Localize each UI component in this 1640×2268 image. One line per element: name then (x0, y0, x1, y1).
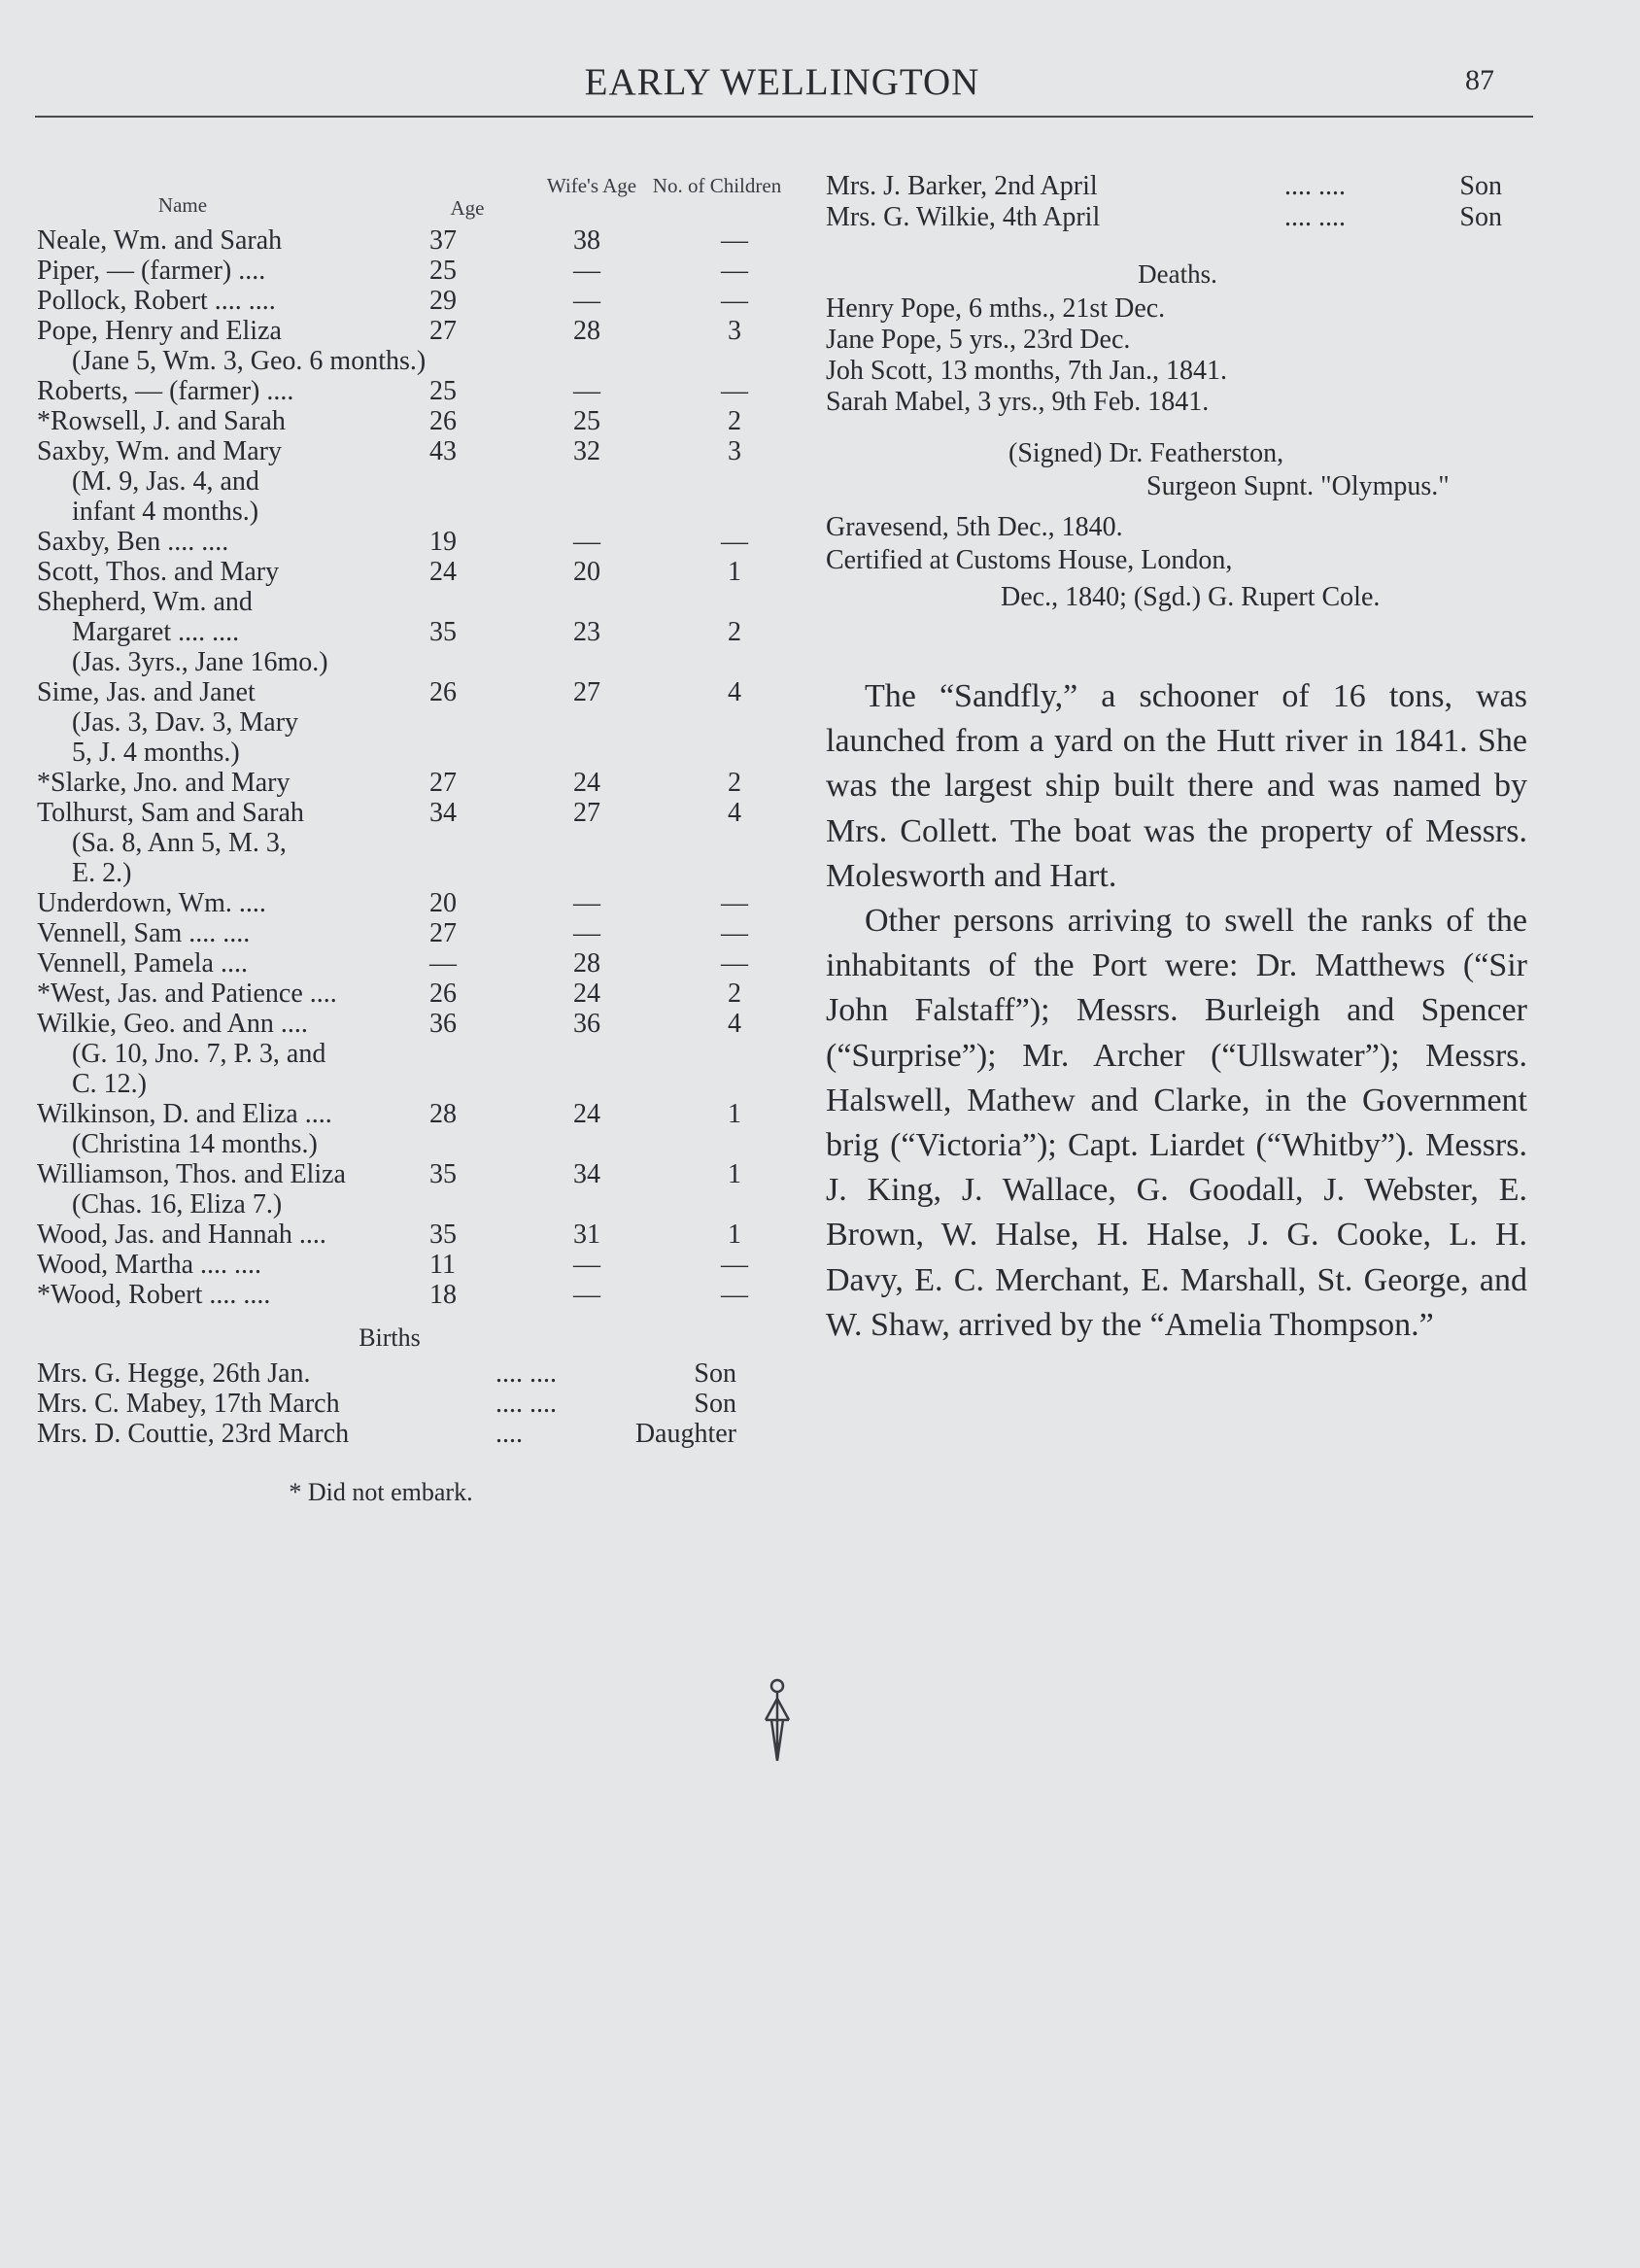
table-header (35, 171, 793, 225)
col-wifes-age-header: Wife's Age (546, 174, 637, 197)
table-row (35, 979, 793, 1009)
passenger-name: Underdown, Wm. .... (37, 888, 266, 918)
table-row (35, 1250, 793, 1280)
passenger-name: *Wood, Robert .... .... (37, 1280, 271, 1310)
signature-place: Gravesend, 5th Dec., 1840. (826, 512, 1123, 542)
header-rule (35, 116, 1533, 118)
col-children-header: No. of Children (652, 174, 782, 197)
wife-age: 36 (573, 1009, 600, 1039)
page-title: EARLY WELLINGTON (584, 61, 980, 103)
table-row (35, 286, 793, 316)
passenger-age: 25 (429, 376, 457, 406)
wife-age: 28 (573, 948, 600, 979)
wife-age: 31 (573, 1220, 600, 1250)
passenger-name: Vennell, Pamela .... (37, 948, 248, 979)
passenger-name: Sime, Jas. and Janet (37, 677, 256, 707)
col-age-header: Age (450, 196, 485, 220)
passenger-name: E. 2.) (72, 858, 132, 888)
table-row (35, 1129, 793, 1159)
table-row (35, 1159, 793, 1189)
birth-name: Mrs. D. Couttie, 23rd March (37, 1419, 350, 1449)
page-number: 87 (1465, 64, 1494, 96)
passenger-age: 29 (429, 286, 457, 316)
wife-age: — (573, 1280, 600, 1310)
children-count: 1 (728, 1159, 741, 1189)
wife-age: 23 (573, 617, 600, 647)
passenger-name: C. 12.) (72, 1069, 147, 1099)
children-count: 2 (728, 979, 741, 1009)
wife-age: — (573, 376, 600, 406)
passenger-name: Saxby, Wm. and Mary (37, 436, 282, 466)
births-list (35, 1358, 793, 1449)
col-name-header: Name (157, 193, 208, 217)
children-count: — (721, 286, 748, 316)
births-heading: Births (359, 1323, 421, 1352)
birth-name: Mrs. G. Wilkie, 4th April (826, 202, 1101, 232)
children-count: — (721, 1280, 748, 1310)
death-entry: Joh Scott, 13 months, 7th Jan., 1841. (826, 356, 1228, 386)
deaths-heading: Deaths. (1138, 259, 1217, 289)
wife-age: 32 (573, 436, 600, 466)
table-row (35, 557, 793, 587)
table-row (35, 617, 793, 647)
passenger-name: Vennell, Sam .... .... (37, 918, 251, 948)
birth-entry (35, 1358, 793, 1389)
table-row (35, 436, 793, 466)
children-count: — (721, 527, 748, 557)
passenger-name: Pope, Henry and Eliza (37, 316, 282, 346)
birth-result: Son (1459, 171, 1502, 201)
passenger-name: Wood, Jas. and Hannah .... (37, 1220, 326, 1250)
table-row (35, 527, 793, 557)
wife-age: — (573, 918, 600, 948)
passenger-age: 37 (429, 225, 457, 256)
birth-entry (35, 1389, 793, 1419)
passenger-age: 18 (429, 1280, 457, 1310)
table-row (35, 1099, 793, 1129)
children-count: — (721, 376, 748, 406)
wife-age: 25 (573, 406, 600, 436)
children-count: 2 (728, 768, 741, 798)
footnote: * Did not embark. (289, 1478, 473, 1506)
passenger-age: 27 (429, 316, 457, 346)
passenger-age: 19 (429, 527, 457, 557)
leader-dots: .... .... (1284, 202, 1346, 232)
paragraph-sandfly: The “Sandfly,” a schooner of 16 tons, was launched from a yard on the Hutt river in 1841. She was the largest ship built there and was named by Mrs. Collett. The boat was the property of Messrs. Molesworth and Hart. (826, 678, 1527, 894)
birth-entry (35, 1419, 793, 1449)
passenger-name: Margaret .... .... (72, 617, 240, 647)
table-row (35, 466, 793, 497)
passenger-age: 35 (429, 1220, 457, 1250)
passenger-age: 24 (429, 557, 457, 587)
birth-name: Mrs. C. Mabey, 17th March (37, 1389, 340, 1419)
signature-line: (Signed) Dr. Featherston, (1008, 438, 1284, 468)
passenger-rows (35, 225, 793, 1310)
wife-age: 38 (573, 225, 600, 256)
wife-age: — (573, 888, 600, 918)
passenger-name: (M. 9, Jas. 4, and (72, 466, 259, 497)
table-row (35, 1039, 793, 1069)
table-row (35, 858, 793, 888)
birth-result: Son (694, 1358, 736, 1389)
birth-result: Son (694, 1389, 736, 1419)
passenger-name: (G. 10, Jno. 7, P. 3, and (72, 1039, 326, 1069)
wife-age: 34 (573, 1159, 600, 1189)
table-row (35, 918, 793, 948)
leader-dots: .... .... (1284, 171, 1346, 201)
passenger-age: — (429, 948, 457, 979)
paragraph-arrivals: Other persons arriving to swell the ranks of the inhabitants of the Port were: Dr. Matthews (“Sir John Falstaff”); Messrs. Burleigh and Spencer (“Surprise”); Mr. Archer (“Ullswater”); Messrs. Halswell, Mathew and Clarke, in the Government brig (“Victoria”); Capt. Liardet (“Whitby”). Messrs. J. King, J. Wallace, G. Goodall, J. Webster, E. Brown, W. Halse, H. Halse, J. G. Cooke, L. H. Davy, E. C. Merchant, E. Marshall, St. George, and W. Shaw, arrived by the “Amelia Thompson.” (826, 903, 1527, 1343)
table-row (35, 225, 793, 256)
passenger-name: 5, J. 4 months.) (72, 738, 240, 768)
children-count: 4 (728, 798, 741, 828)
passenger-name: (Sa. 8, Ann 5, M. 3, (72, 828, 287, 858)
death-entry: Sarah Mabel, 3 yrs., 9th Feb. 1841. (826, 387, 1210, 417)
table-row (35, 256, 793, 286)
children-count: 1 (728, 1220, 741, 1250)
passenger-age: 34 (429, 798, 457, 828)
passenger-name: *Slarke, Jno. and Mary (37, 768, 290, 798)
passenger-name: Saxby, Ben .... .... (37, 527, 229, 557)
death-entry: Henry Pope, 6 mths., 21st Dec. (826, 293, 1166, 324)
passenger-name: Wood, Martha .... .... (37, 1250, 262, 1280)
passenger-age: 36 (429, 1009, 457, 1039)
leader-dots: .... (495, 1419, 523, 1449)
passenger-name: Williamson, Thos. and Eliza (37, 1159, 346, 1189)
table-row (35, 376, 793, 406)
table-row (35, 798, 793, 828)
table-row (35, 587, 793, 617)
table-row (35, 497, 793, 527)
table-row (35, 888, 793, 918)
passenger-age: 28 (429, 1099, 457, 1129)
table-row (35, 647, 793, 677)
wife-age: 24 (573, 768, 600, 798)
table-row (35, 406, 793, 436)
children-count: 4 (728, 677, 741, 707)
wife-age: 28 (573, 316, 600, 346)
wife-age: 24 (573, 979, 600, 1009)
table-row (35, 1189, 793, 1220)
passenger-name: Wilkie, Geo. and Ann .... (37, 1009, 308, 1039)
birth-entry (826, 202, 1529, 233)
signature-title: Surgeon Supnt. "Olympus." (1146, 471, 1450, 501)
children-count: — (721, 1250, 748, 1280)
children-count: — (721, 888, 748, 918)
passenger-age: 35 (429, 1159, 457, 1189)
certification-line: Certified at Customs House, London, (826, 545, 1233, 575)
birth-name: Mrs. J. Barker, 2nd April (826, 171, 1098, 201)
passenger-age: 26 (429, 677, 457, 707)
leader-dots: .... .... (495, 1358, 557, 1389)
wife-age: — (573, 1250, 600, 1280)
passenger-name: Pollock, Robert .... .... (37, 286, 276, 316)
passenger-name: Tolhurst, Sam and Sarah (37, 798, 304, 828)
children-count: — (721, 225, 748, 256)
table-row (35, 1220, 793, 1250)
birth-name: Mrs. G. Hegge, 26th Jan. (37, 1358, 311, 1389)
passenger-name: Scott, Thos. and Mary (37, 557, 280, 587)
passenger-name: (Jane 5, Wm. 3, Geo. 6 months.) (72, 346, 427, 376)
table-row (35, 316, 793, 346)
wife-age: 24 (573, 1099, 600, 1129)
birth-result: Son (1459, 202, 1502, 232)
passenger-age: 11 (429, 1250, 456, 1280)
passenger-age: 20 (429, 888, 457, 918)
wife-age: — (573, 256, 600, 286)
table-row (35, 738, 793, 768)
passenger-age: 27 (429, 918, 457, 948)
table-row (35, 1280, 793, 1310)
children-count: 2 (728, 617, 741, 647)
wife-age: — (573, 286, 600, 316)
running-head (0, 60, 1640, 109)
wife-age: 27 (573, 798, 600, 828)
table-row (35, 828, 793, 858)
passenger-age: 25 (429, 256, 457, 286)
table-row (35, 1069, 793, 1099)
table-row (35, 768, 793, 798)
children-count: 4 (728, 1009, 741, 1039)
passenger-column (35, 171, 793, 1507)
children-count: 1 (728, 1099, 741, 1129)
certification-date: Dec., 1840; (Sgd.) G. Rupert Cole. (1001, 582, 1381, 612)
passenger-age: 27 (429, 768, 457, 798)
passenger-name: (Christina 14 months.) (72, 1129, 318, 1159)
births-continued (826, 171, 1529, 233)
tailpiece-ornament-icon (758, 1677, 797, 1765)
death-entry: Jane Pope, 5 yrs., 23rd Dec. (826, 325, 1131, 355)
passenger-name: Piper, — (farmer) .... (37, 256, 266, 286)
passenger-name: *West, Jas. and Patience .... (37, 979, 337, 1009)
birth-result: Daughter (634, 1419, 736, 1449)
children-count: — (721, 256, 748, 286)
passenger-age: 35 (429, 617, 457, 647)
children-count: 1 (728, 557, 741, 587)
wife-age: — (573, 527, 600, 557)
birth-entry (826, 171, 1529, 202)
table-row (35, 346, 793, 376)
passenger-age: 43 (429, 436, 457, 466)
wife-age: 27 (573, 677, 600, 707)
passenger-name: *Rowsell, J. and Sarah (37, 406, 286, 436)
deaths-list (826, 293, 1529, 418)
passenger-age: 26 (429, 979, 457, 1009)
passenger-name: (Jas. 3, Dav. 3, Mary (72, 707, 299, 738)
wife-age: 20 (573, 557, 600, 587)
passenger-name: (Chas. 16, Eliza 7.) (72, 1189, 283, 1220)
passenger-name: infant 4 months.) (72, 497, 259, 527)
table-row (35, 948, 793, 979)
children-count: — (721, 918, 748, 948)
table-row (35, 677, 793, 707)
children-count: 3 (728, 316, 741, 346)
right-column (826, 171, 1529, 1348)
children-count: — (721, 948, 748, 979)
body-text (826, 674, 1527, 1348)
passenger-name: Shepherd, Wm. and (37, 587, 253, 617)
passenger-name: Roberts, — (farmer) .... (37, 376, 294, 406)
children-count: 3 (728, 436, 741, 466)
table-row (35, 707, 793, 738)
passenger-name: Neale, Wm. and Sarah (37, 225, 283, 256)
passenger-name: (Jas. 3yrs., Jane 16mo.) (72, 647, 328, 677)
table-row (35, 1009, 793, 1039)
leader-dots: .... .... (495, 1389, 557, 1419)
passenger-name: Wilkinson, D. and Eliza .... (37, 1099, 332, 1129)
children-count: 2 (728, 406, 741, 436)
passenger-age: 26 (429, 406, 457, 436)
